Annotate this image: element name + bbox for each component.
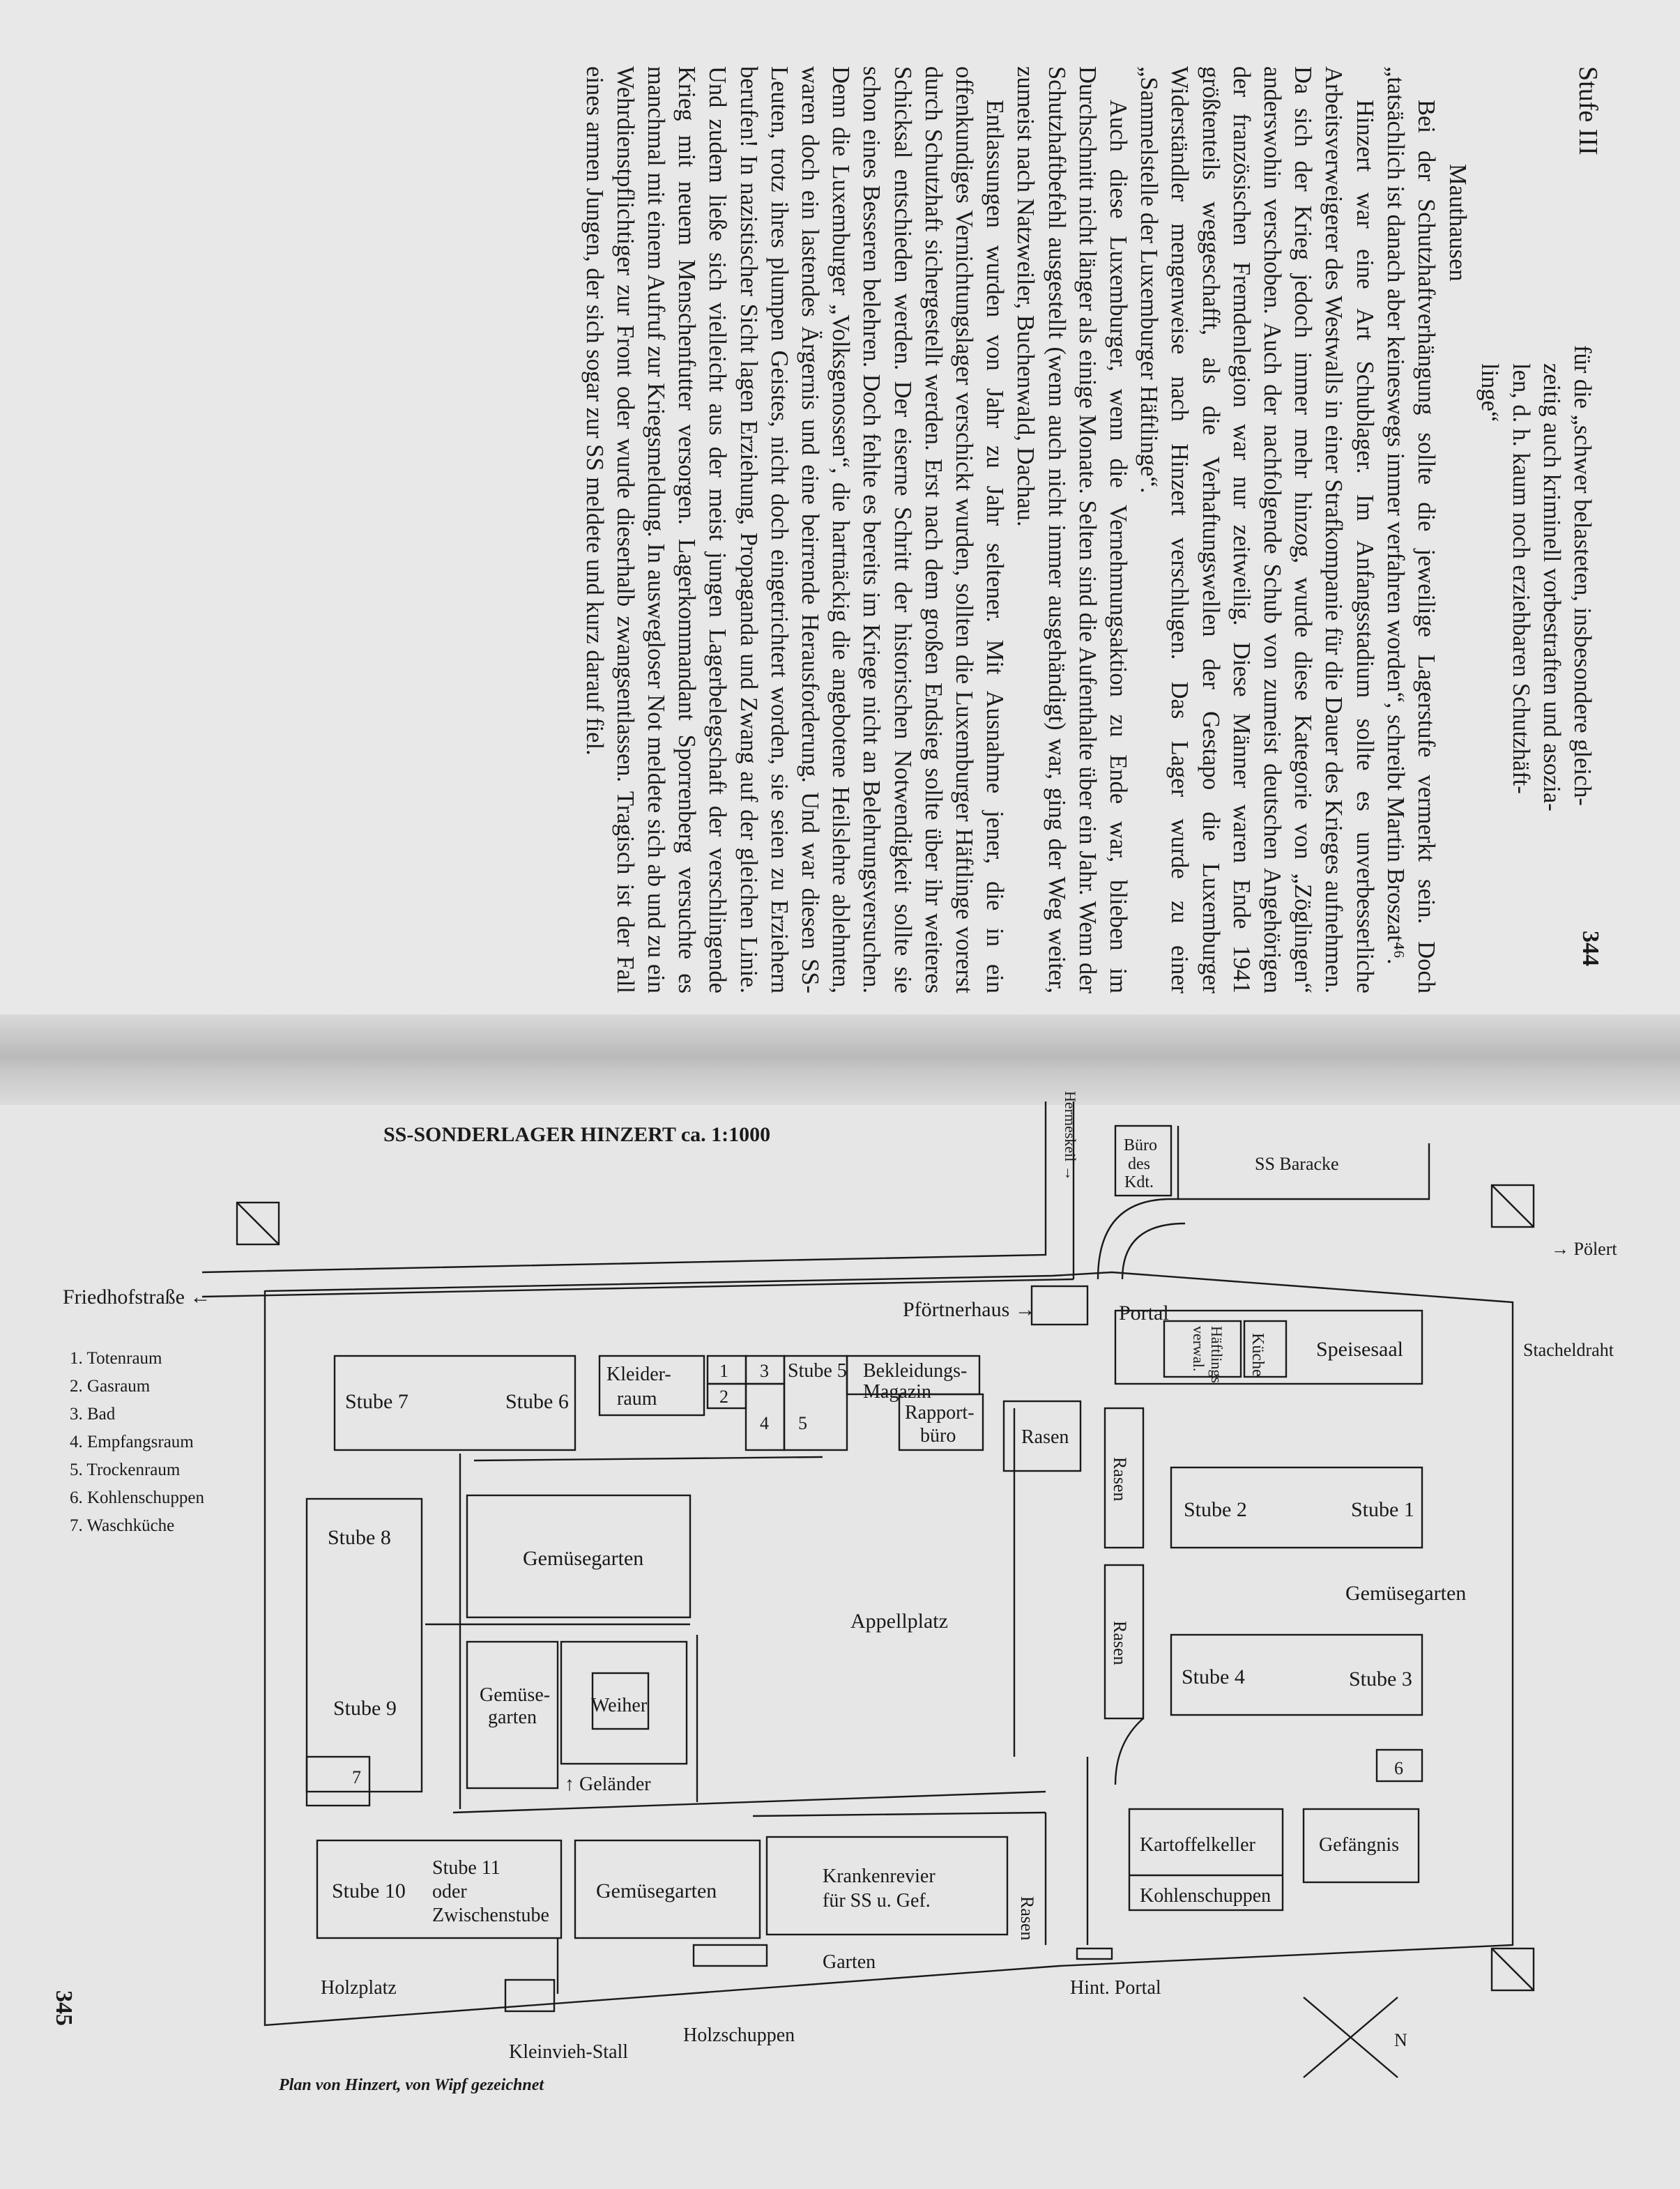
label-rapport: Rapport-	[905, 1402, 975, 1424]
label-speisesaal: Speisesaal	[1316, 1338, 1403, 1361]
label-gefaengnis: Gefängnis	[1319, 1834, 1400, 1856]
label-stube-11: oder	[432, 1881, 467, 1902]
legend-item: 1. Totenraum	[70, 1349, 162, 1368]
label-stube-11: Zwischenstube	[432, 1905, 549, 1926]
label-rasen: Rasen	[1110, 1621, 1130, 1665]
label-kueche: Küche	[1248, 1333, 1267, 1377]
paragraph: Entlassungen wurden von Jahr zu Jahr seltener. Mit Ausnahme jener, die in ein offenkundiges Vernichtungslager verschickt wurden, sollten die Luxemburger Häftlinge vorerst durch Schutzhaft sichergestellt werden. Erst nach dem großen Endsieg sollte über ihr weiteres Schicksal entschieden werden. Der eiserne Schritt der historischen Notwendigkeit sollte sie schon eines Besseren belehren. Doch fehlte es bereits im Kriege nicht an Belehrungsversuchen. Denn die Luxemburger „Volksgenossen“, die hartnäckig die angebotene Heilslehre ablehnten, waren doch ein lastendes Ärgernis und eine beirrende Herausforderung. Und war diesen SS-Leuten, trotz ihres plumpen Geistes, nicht doch eingetrichtert worden, sie seien zu Erziehern berufen! In nazistischer Sicht lagen Erziehung, Propaganda und Zwang auf der gleichen Linie. Und zudem ließe sich vielleicht aus der meist jungen Lagerbelegschaft der verschlingende Krieg mit neuem Menschenfutter versorgen. Lagerkommandant Sporrenberg versuchte es manchmal mit einem Aufruf zur Kriegsmeldung. In auswegloser Not meldete sich ab und zu ein Wehrdienstpflichtiger zur Front oder wurde dieserhalb zwangsentlassen. Tragisch ist der Fall eines armen Jungen, der sich sogar zur SS meldete und kurz darauf fiel.	[581, 66, 1009, 993]
label-buero: des	[1128, 1155, 1150, 1173]
label-poelert: → Pölert	[1551, 1239, 1617, 1259]
label-room-6: 6	[1394, 1758, 1403, 1778]
label-rasen: Rasen	[1017, 1896, 1037, 1941]
label-gemuese-garten: garten	[488, 1707, 537, 1728]
label-room-3: 3	[760, 1361, 769, 1381]
page-number-left: 344	[1578, 931, 1603, 966]
label-hint-portal: Hint. Portal	[1070, 1977, 1161, 1999]
label-kleinvieh: Kleinvieh-Stall	[509, 2041, 629, 2063]
label-bekleidung: Bekleidungs-	[863, 1360, 968, 1382]
list-line: zeitig auch kriminell vorbestraften und asozia-	[1538, 363, 1565, 811]
label-portal: Portal	[1119, 1302, 1169, 1325]
label-stube-9: Stube 9	[333, 1697, 397, 1720]
label-rapport: büro	[920, 1425, 956, 1447]
label-kohlenschuppen: Kohlenschuppen	[1140, 1885, 1272, 1907]
list-item: Mauthausen	[1444, 164, 1472, 282]
label-stube-8: Stube 8	[328, 1526, 391, 1549]
north-arrow	[1304, 1997, 1398, 2077]
label-kleiderraum: Kleider-	[606, 1364, 671, 1385]
label-appellplatz: Appellplatz	[850, 1610, 948, 1633]
label-krankenrevier: für SS u. Gef.	[823, 1890, 931, 1912]
label-room-4: 4	[760, 1413, 769, 1433]
label-holzschuppen: Holzschuppen	[683, 2024, 795, 2046]
label-room-7: 7	[352, 1767, 361, 1787]
label-haeftlings: verwal.	[1190, 1326, 1207, 1372]
label-buero: Büro	[1124, 1136, 1157, 1154]
label-friedhofstrasse: Friedhofstraße ←	[63, 1286, 211, 1309]
label-room-2: 2	[719, 1387, 728, 1407]
label-kartoffelkeller: Kartoffelkeller	[1140, 1834, 1255, 1856]
paragraph: Bei der Schutzhaftverhängung sollte die jeweilige Lagerstufe vermerkt sein. Doch „tatsächlich ist danach aber keineswegs immer verfahren worden“, schreibt Martin Broszat⁴⁶.	[1382, 66, 1440, 993]
list-line: len, d. h. kaum noch erziehbaren Schutzhäft-	[1507, 363, 1534, 794]
page-number-right: 345	[51, 1990, 77, 2026]
label-gemuesegarten: Gemüsegarten	[596, 1879, 717, 1902]
running-head: Stufe III	[1573, 66, 1603, 155]
list-line: linge“	[1476, 363, 1504, 422]
paragraph: Hinzert war eine Art Schublager. Im Anfangsstadium sollte es unverbesserliche Arbeitsverweigerer des Westwalls in einer Strafkompanie für die Dauer des Krieges aufnehmen. Da sich der Krieg jedoch immer mehr hinzog, wurde diese Kategorie von „Zöglingen“ anderswohin verschoben. Auch der nachfolgende Schub von zumeist deutschen Angehörigen der französischen Fremdenlegion war nur zeitweilig. Diese Männer waren Ende 1941 größtenteils weggeschafft, als die Verhaftungswellen der Gestapo die Luxemburger Widerständler mengenweise nach Hinzert verschlugen. Das Lager wurde zu einer „Sammelstelle der Luxemburger Häftlinge“.	[1136, 66, 1378, 993]
label-holzplatz: Holzplatz	[321, 1977, 397, 1999]
label-hermeskeil: Hermeskeil →	[1062, 1091, 1079, 1181]
legend-item: 5. Trockenraum	[70, 1460, 181, 1479]
label-bekleidung: Magazin	[863, 1381, 931, 1403]
label-gemuesegarten: Gemüsegarten	[523, 1547, 644, 1570]
legend-item: 3. Bad	[70, 1405, 116, 1424]
label-kleiderraum: raum	[617, 1388, 657, 1410]
label-stube-6: Stube 6	[505, 1390, 569, 1413]
label-weiher: Weiher	[591, 1695, 648, 1716]
label-room-5: 5	[798, 1413, 807, 1433]
label-rasen: Rasen	[1110, 1457, 1130, 1502]
label-room-1: 1	[719, 1361, 728, 1381]
legend-item: 4. Empfangsraum	[70, 1433, 194, 1451]
label-stube-2: Stube 2	[1184, 1498, 1247, 1521]
label-stube-4: Stube 4	[1182, 1665, 1245, 1688]
legend-item: 2. Gasraum	[70, 1377, 151, 1396]
label-krankenrevier: Krankenrevier	[823, 1866, 936, 1887]
map-caption: Plan von Hinzert, von Wipf gezeichnet	[279, 2076, 544, 2094]
label-haeftlings: Häftlings	[1208, 1326, 1225, 1383]
label-north: N	[1394, 2030, 1407, 2050]
label-stube-3: Stube 3	[1349, 1668, 1412, 1691]
road-line	[1122, 1223, 1185, 1279]
label-rasen: Rasen	[1021, 1426, 1069, 1448]
holzschuppen-box	[694, 1945, 767, 1966]
label-stacheldraht: Stacheldraht	[1523, 1340, 1614, 1360]
label-gemuese-garten: Gemüse-	[480, 1684, 551, 1706]
label-stube-10: Stube 10	[332, 1879, 406, 1902]
label-ss-baracke: SS Baracke	[1255, 1154, 1339, 1174]
label-gelaender: ↑ Geländer	[565, 1774, 651, 1795]
label-garten: Garten	[823, 1951, 876, 1973]
label-stube-7: Stube 7	[345, 1390, 408, 1413]
label-stube-5: Stube 5	[788, 1360, 847, 1382]
paragraph: Auch diese Luxemburger, wenn die Vernehmungsaktion zu Ende war, blieben im Durchschnitt nicht länger als einige Monate. Selten sind die Aufenthalte über ein Jahr. Wenn der Schutzhaftbefehl ausgestellt (wenn auch nicht immer ausgehändigt) war, ging der Weg weiter, zumeist nach Natzweiler, Buchenwald, Dachau.	[1012, 66, 1131, 993]
pfoertnerhaus-box	[1032, 1286, 1087, 1325]
list-line: für die „schwer belasteten, insbesondere gleich-	[1569, 345, 1596, 806]
legend-item: 7. Waschküche	[70, 1516, 175, 1535]
label-stube-1: Stube 1	[1351, 1498, 1414, 1521]
hint-portal-box	[1077, 1948, 1112, 1959]
map-title: SS-SONDERLAGER HINZERT ca. 1:1000	[383, 1123, 771, 1146]
label-gemuesegarten: Gemüsegarten	[1345, 1582, 1467, 1605]
label-stube-11: Stube 11	[432, 1857, 501, 1879]
legend-item: 6. Kohlenschuppen	[70, 1488, 205, 1507]
label-buero: Kdt.	[1124, 1173, 1154, 1191]
label-pfoertnerhaus: Pförtnerhaus →	[903, 1298, 1036, 1321]
road-line	[202, 1279, 1074, 1297]
